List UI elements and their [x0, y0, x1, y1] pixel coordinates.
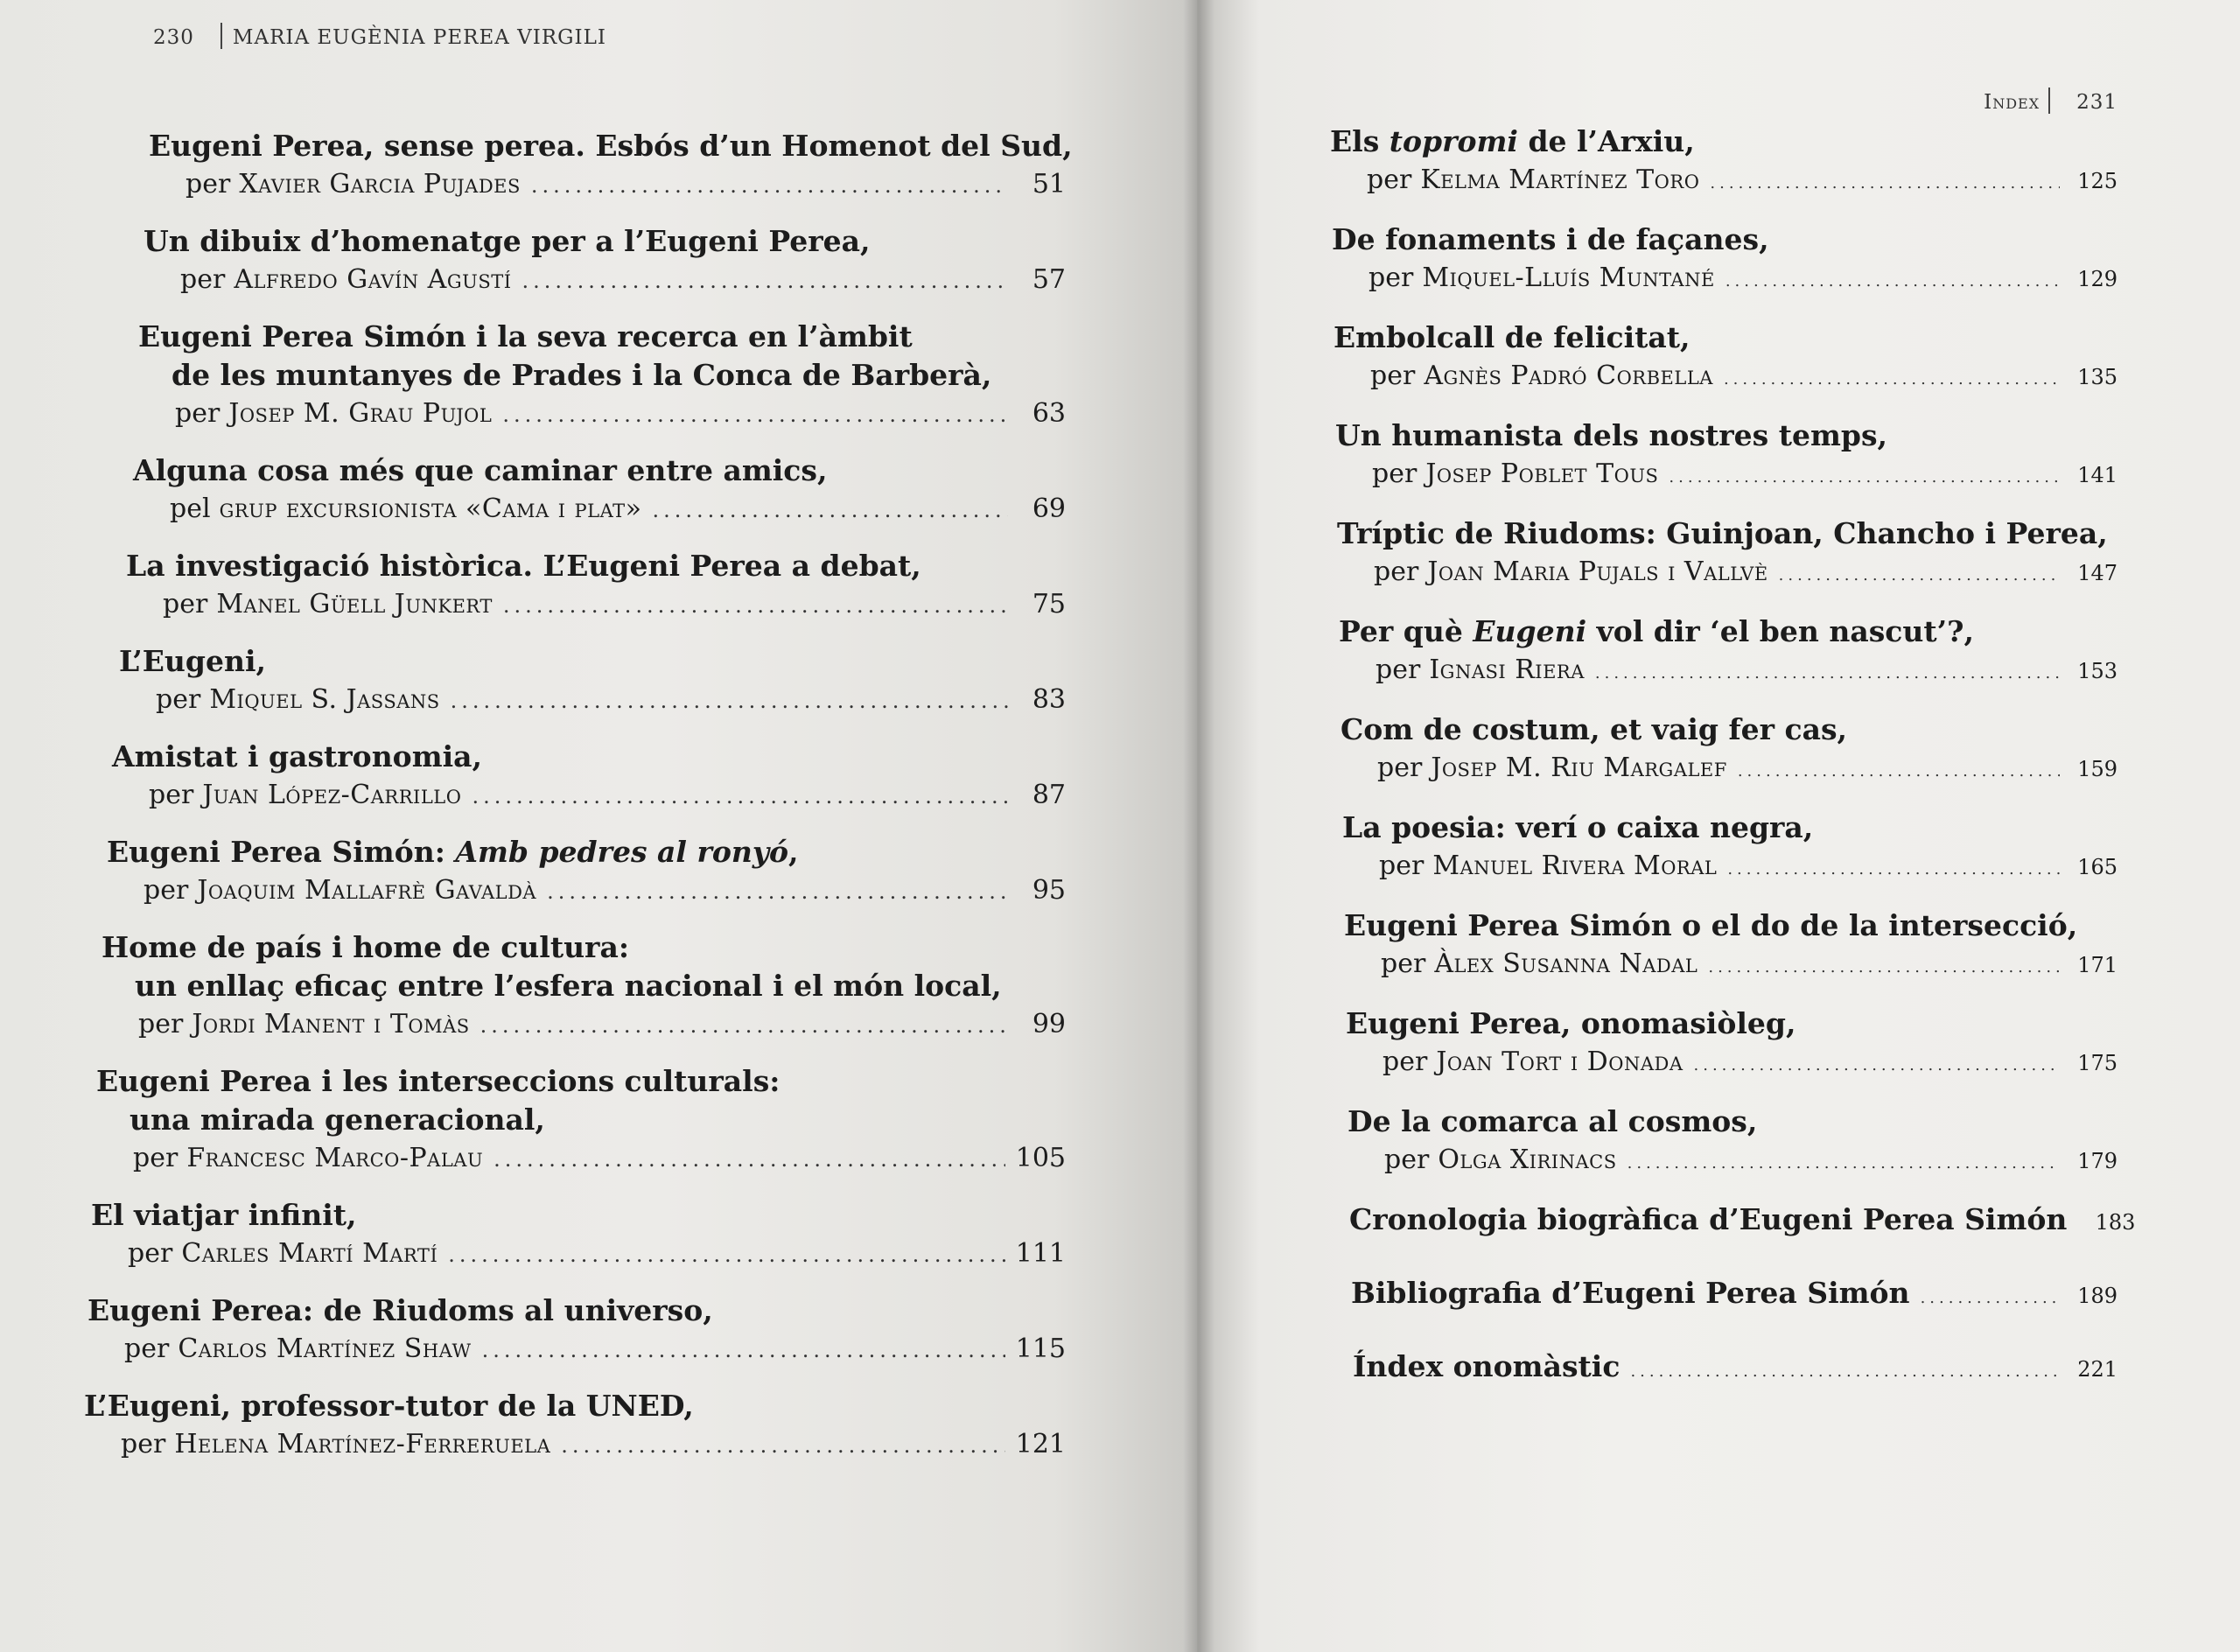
- entry-page-number: 171: [2077, 953, 2118, 977]
- entry-page-number: 141: [2077, 463, 2118, 487]
- entry-author-line: [144, 261, 1066, 300]
- per-label: per: [163, 589, 208, 620]
- entry-author-line: [84, 1425, 1066, 1465]
- toc-entry[interactable]: [149, 127, 1073, 205]
- entry-page-number: 153: [2077, 659, 2118, 683]
- per-label: per: [186, 169, 231, 200]
- leader-dots: [494, 1140, 1005, 1179]
- leader-dots: [1921, 1279, 2060, 1318]
- toc-entry[interactable]: [1330, 122, 2118, 203]
- entry-author: Josep M. Grau Pujol: [228, 398, 493, 429]
- leader-dots: [1738, 752, 2060, 791]
- entry-title: Índex onomàstic: [1353, 1349, 1620, 1383]
- per-label: per: [144, 875, 189, 906]
- book-gutter-shadow: [1183, 0, 1214, 1652]
- per-label: per: [149, 780, 194, 810]
- per-label: per: [175, 398, 220, 429]
- entry-author-line: [1346, 1043, 2118, 1085]
- entry-author-line: [1335, 455, 2118, 497]
- entry-author-line: [126, 585, 1066, 625]
- per-label: per: [1377, 752, 1423, 783]
- entry-title: El viatjar infinit,: [91, 1198, 357, 1232]
- entry-title-text: Eugeni Perea Simón:: [107, 835, 456, 869]
- toc-entry[interactable]: [96, 1062, 1066, 1179]
- leader-dots: [1630, 1353, 2060, 1391]
- entry-author: Helena Martínez-Ferreruela: [174, 1429, 551, 1460]
- toc-entry[interactable]: [1349, 1200, 2136, 1244]
- left-header-title: MARIA EUGÈNIA PEREA VIRGILI: [232, 26, 606, 49]
- entry-title: Eugeni Perea Simón i la seva recerca en l’àmbit: [138, 319, 913, 354]
- entry-page-number: 129: [2077, 267, 2118, 291]
- leader-dots: [1727, 850, 2060, 889]
- entry-author: Olga Xirinacs: [1438, 1144, 1617, 1175]
- entry-title: Bibliografia d’Eugeni Perea Simón: [1351, 1276, 1910, 1310]
- leader-dots: [1708, 948, 2060, 987]
- entry-page-number: 115: [1015, 1334, 1066, 1364]
- entry-author: Joan Tort i Donada: [1436, 1046, 1684, 1077]
- entry-author: Josep Poblet Tous: [1425, 458, 1659, 489]
- entry-title: [1330, 122, 2118, 161]
- entry-page-number: 147: [2077, 561, 2118, 585]
- per-label: per: [1367, 164, 1412, 195]
- per-label: per: [121, 1429, 166, 1460]
- entry-title: Eugeni Perea: de Riudoms al universo,: [88, 1293, 713, 1327]
- entry-author: Ignasi Riera: [1429, 654, 1585, 685]
- toc-entry[interactable]: [102, 928, 1066, 1045]
- entry-page-number: 105: [1015, 1143, 1066, 1173]
- entry-author: Josep M. Riu Margalef: [1431, 752, 1727, 783]
- entry-title: Eugeni Perea Simón o el do de la intersecció,: [1344, 908, 2078, 942]
- entry-title-line: [1351, 1274, 2118, 1318]
- per-label: per: [1368, 262, 1414, 293]
- toc-entry[interactable]: [1348, 1102, 2118, 1183]
- toc-entry[interactable]: [1353, 1348, 2118, 1391]
- right-page: [1197, 0, 2240, 1652]
- entry-title: Home de país i home de cultura:: [102, 930, 630, 964]
- entry-author-line: [88, 1330, 1066, 1369]
- entry-page-number: 87: [1032, 780, 1066, 810]
- toc-entry[interactable]: [133, 452, 1066, 529]
- left-running-head: [153, 23, 606, 49]
- entry-title-line: [1349, 1200, 2136, 1244]
- per-label: per: [1381, 948, 1426, 979]
- entry-author-line: [96, 1139, 1066, 1179]
- entry-title: L’Eugeni,: [119, 644, 267, 678]
- entry-title: L’Eugeni, professor-tutor de la UNED,: [84, 1389, 694, 1423]
- leader-dots: [1710, 164, 2060, 203]
- entry-author-line: [1337, 553, 2118, 595]
- toc-entry[interactable]: [1339, 612, 2118, 693]
- toc-entry[interactable]: [91, 1196, 1066, 1274]
- per-label: per: [138, 1009, 184, 1040]
- leader-dots: [472, 777, 1008, 816]
- entry-author: Juan López-Carrillo: [202, 780, 462, 810]
- entry-page-number: 221: [2077, 1357, 2118, 1382]
- entry-author-line: [1342, 847, 2118, 889]
- entry-author-line: [1332, 259, 2118, 301]
- entry-title: Eugeni Perea, onomasiòleg,: [1346, 1006, 1796, 1040]
- entry-title: Alguna cosa més que caminar entre amics,: [133, 453, 828, 487]
- leader-dots: [561, 1426, 1004, 1465]
- entry-author: Miquel-Lluís Muntané: [1422, 262, 1715, 293]
- entry-title: Un dibuix d’homenatge per a l’Eugeni Perea,: [144, 224, 871, 258]
- per-label: pel: [170, 494, 211, 524]
- entry-title-italic: Eugeni: [1473, 614, 1587, 648]
- entry-author-line: [1339, 651, 2118, 693]
- entry-page-number: 135: [2077, 365, 2118, 389]
- toc-left-list: [77, 127, 1073, 1465]
- per-label: per: [1374, 556, 1419, 587]
- entry-title: Com de costum, et vaig fer cas,: [1340, 712, 1848, 746]
- entry-page-number: 83: [1032, 684, 1066, 715]
- per-label: per: [128, 1238, 173, 1269]
- left-page-number: 230: [153, 26, 194, 49]
- entry-page-number: 95: [1032, 875, 1066, 906]
- leader-dots: [448, 1236, 1005, 1274]
- entry-author-line: [1330, 161, 2118, 203]
- leader-dots: [1694, 1046, 2061, 1085]
- entry-author-line: [133, 490, 1066, 529]
- entry-title: De la comarca al cosmos,: [1348, 1104, 1758, 1138]
- per-label: per: [1372, 458, 1418, 489]
- per-label: per: [180, 264, 226, 295]
- per-label: per: [1376, 654, 1421, 685]
- leader-dots: [1669, 458, 2060, 497]
- entry-author: Àlex Susanna Nadal: [1434, 948, 1698, 979]
- right-running-head: [1984, 88, 2118, 114]
- entry-author-line: [1348, 1141, 2118, 1183]
- entry-title: Embolcall de felicitat,: [1334, 320, 1690, 354]
- entry-author-line: [119, 681, 1066, 720]
- entry-title-continuation: un enllaç eficaç entre l’esfera nacional i el món local,: [135, 969, 1002, 1003]
- entry-page-number: 63: [1032, 398, 1066, 429]
- toc-entry[interactable]: [1335, 416, 2118, 497]
- entry-title: [1339, 612, 2118, 651]
- leader-dots: [502, 396, 1008, 434]
- toc-entry[interactable]: [112, 738, 1066, 816]
- entry-page-number: 121: [1015, 1429, 1066, 1460]
- per-label: per: [124, 1334, 170, 1364]
- entry-author-line: [1334, 357, 2118, 399]
- toc-entry[interactable]: [138, 318, 1066, 434]
- toc-right-list: [1330, 122, 2136, 1391]
- entry-title: La poesia: verí o caixa negra,: [1342, 810, 1814, 844]
- entry-title-text: Els: [1330, 124, 1390, 158]
- entry-author: Agnès Padró Corbella: [1424, 360, 1713, 391]
- entry-page-number: 165: [2077, 855, 2118, 879]
- toc-entry[interactable]: [1334, 318, 2118, 399]
- entry-author-line: [91, 1235, 1066, 1274]
- entry-author: Carlos Martínez Shaw: [178, 1334, 472, 1364]
- right-header-title: Index: [1984, 91, 2040, 114]
- entry-author: Kelma Martínez Toro: [1420, 164, 1700, 195]
- header-separator: [2048, 88, 2050, 114]
- leader-dots: [1724, 360, 2060, 399]
- entry-page-number: 125: [2077, 169, 2118, 193]
- entry-author: Joaquim Mallafrè Gavaldà: [197, 875, 537, 906]
- entry-page-number: 99: [1032, 1009, 1066, 1040]
- entry-author-line: [112, 776, 1066, 816]
- entry-title-continuation: de les muntanyes de Prades i la Conca de Barberà,: [172, 358, 992, 392]
- toc-entry[interactable]: [1346, 1004, 2118, 1085]
- entry-author: Carles Martí Martí: [181, 1238, 438, 1269]
- leader-dots: [522, 262, 1008, 300]
- toc-entry[interactable]: [84, 1387, 1066, 1465]
- entry-author-line: [1340, 749, 2118, 791]
- entry-title: De fonaments i de façanes,: [1332, 222, 1769, 256]
- leader-dots: [652, 491, 1008, 529]
- per-label: per: [1384, 1144, 1430, 1175]
- toc-entry[interactable]: [126, 547, 1066, 625]
- toc-entry[interactable]: [1351, 1274, 2118, 1318]
- toc-entry[interactable]: [144, 222, 1066, 300]
- entry-title: [107, 833, 1066, 872]
- leader-dots: [1628, 1144, 2060, 1183]
- entry-page-number: 179: [2077, 1149, 2118, 1173]
- leader-dots: [482, 1331, 1005, 1369]
- leader-dots: [503, 586, 1008, 625]
- entry-page-number: 175: [2077, 1051, 2118, 1075]
- entry-title-suffix: ,: [788, 835, 799, 869]
- header-separator: [220, 23, 222, 49]
- entry-title: La investigació històrica. L’Eugeni Perea a debat,: [126, 549, 921, 583]
- entry-page-number: 111: [1015, 1238, 1066, 1269]
- entry-title: Eugeni Perea i les interseccions culturals:: [96, 1064, 780, 1098]
- entry-title-italic: topromi: [1389, 124, 1518, 158]
- entry-author-line: [107, 872, 1066, 911]
- per-label: per: [1382, 1046, 1428, 1077]
- entry-page-number: 183: [2095, 1210, 2136, 1235]
- entry-page-number: 51: [1032, 169, 1066, 200]
- entry-page-number: 189: [2077, 1284, 2118, 1308]
- leader-dots: [451, 682, 1008, 720]
- entry-title-text: Per què: [1339, 614, 1474, 648]
- entry-title-italic: Amb pedres al ronyó: [455, 835, 789, 869]
- entry-author-line: [138, 395, 1066, 434]
- entry-page-number: 57: [1032, 264, 1066, 295]
- entry-author: Manuel Rivera Moral: [1432, 850, 1718, 881]
- entry-title: Cronologia biogràfica d’Eugeni Perea Simón: [1349, 1202, 2068, 1236]
- entry-author-line: [149, 165, 1066, 205]
- toc-entry[interactable]: [1340, 710, 2118, 791]
- entry-author: Alfredo Gavín Agustí: [234, 264, 512, 295]
- toc-entry[interactable]: [1344, 906, 2118, 987]
- entry-author-line: [102, 1005, 1066, 1045]
- entry-author: Francesc Marco-Palau: [186, 1143, 484, 1173]
- entry-title: Un humanista dels nostres temps,: [1335, 418, 1888, 452]
- entry-author: Miquel S. Jassans: [209, 684, 440, 715]
- entry-author: Joan Maria Pujals i Vallvè: [1427, 556, 1768, 587]
- entry-author: Jordi Manent i Tomàs: [192, 1009, 470, 1040]
- entry-author: Xavier Garcia Pujades: [239, 169, 521, 200]
- toc-entry[interactable]: [88, 1292, 1066, 1369]
- entry-author: Manel Güell Junkert: [216, 589, 493, 620]
- entry-title: Amistat i gastronomia,: [112, 739, 483, 774]
- toc-entry[interactable]: [1332, 220, 2118, 301]
- per-label: per: [133, 1143, 178, 1173]
- entry-title-suffix: vol dir ‘el ben nascut’?,: [1586, 614, 1974, 648]
- entry-page-number: 159: [2077, 757, 2118, 781]
- entry-author-line: [1344, 945, 2118, 987]
- entry-title-suffix: de l’Arxiu,: [1517, 124, 1695, 158]
- entry-title-line: [1353, 1348, 2118, 1391]
- entry-author: grup excursionista «Cama i plat»: [219, 494, 642, 524]
- leader-dots: [1779, 556, 2060, 595]
- leader-dots: [1595, 654, 2060, 693]
- per-label: per: [1370, 360, 1416, 391]
- entry-page-number: 75: [1032, 589, 1066, 620]
- right-page-number: 231: [2076, 91, 2118, 114]
- leader-dots: [480, 1006, 1008, 1045]
- entry-title-continuation: una mirada generacional,: [130, 1102, 545, 1137]
- per-label: per: [1379, 850, 1424, 881]
- leader-dots: [1726, 262, 2060, 301]
- toc-entry[interactable]: [119, 642, 1066, 720]
- toc-entry[interactable]: [1342, 808, 2118, 889]
- per-label: per: [156, 684, 201, 715]
- entry-page-number: 69: [1032, 494, 1066, 524]
- entry-title: Eugeni Perea, sense perea. Esbós d’un Homenot del Sud,: [149, 129, 1073, 163]
- leader-dots: [531, 166, 1008, 205]
- leader-dots: [547, 872, 1008, 911]
- toc-entry[interactable]: [1337, 514, 2118, 595]
- entry-title: Tríptic de Riudoms: Guinjoan, Chancho i Perea,: [1337, 516, 2108, 550]
- toc-entry[interactable]: [107, 833, 1066, 911]
